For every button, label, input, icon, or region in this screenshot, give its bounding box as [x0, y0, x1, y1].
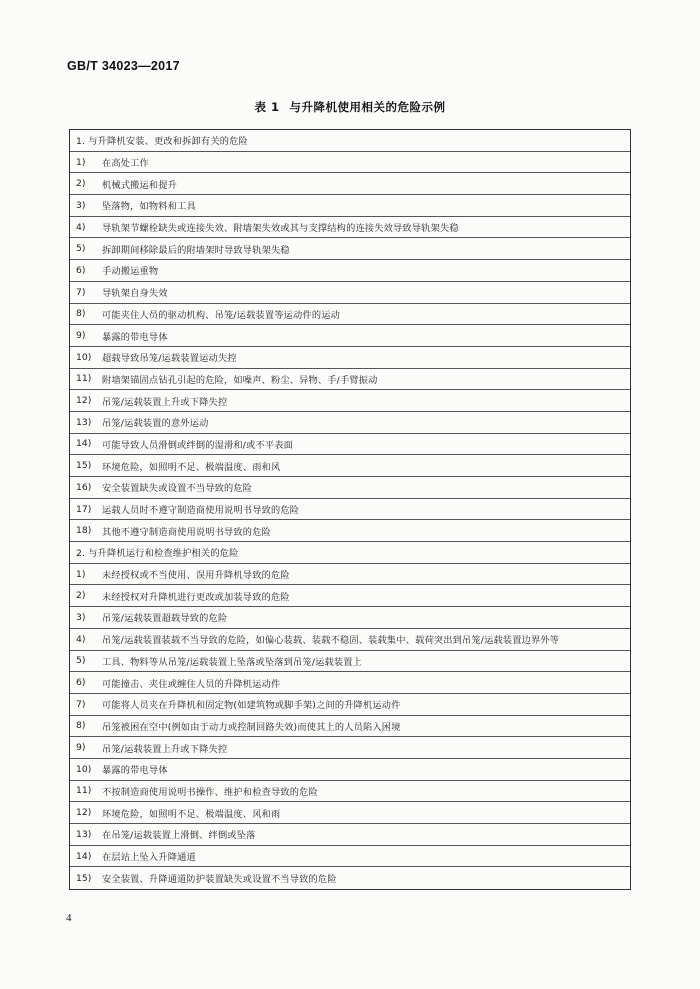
table-row — [70, 737, 630, 759]
row-number: 4) — [76, 221, 86, 233]
hazard-text: 可能夹住人员的驱动机构、吊笼/运载装置等运动件的运动 — [102, 309, 340, 321]
hazard-text: 吊笼/运载装置上升或下降失控 — [102, 396, 228, 408]
table-row — [70, 477, 630, 499]
row-number: 7) — [76, 698, 86, 710]
standard-code: GB/T 34023—2017 — [67, 59, 180, 73]
row-number: 3) — [76, 199, 86, 211]
row-number: 11) — [76, 373, 92, 385]
table-row — [70, 304, 630, 326]
hazard-text: 吊笼/运载装置装载不当导致的危险，如偏心装载、装载不稳固、装载集中、载荷突出到吊笼/运载装置边界外等 — [102, 635, 560, 647]
table-row — [70, 347, 630, 369]
table-section-row — [70, 542, 630, 564]
row-number: 13) — [76, 828, 92, 840]
table-row — [70, 369, 630, 391]
table-row — [70, 607, 630, 629]
row-number: 15) — [76, 872, 92, 884]
row-number: 15) — [76, 460, 92, 472]
table-row — [70, 694, 630, 716]
row-number: 4) — [76, 633, 86, 645]
hazard-text: 工具、物料等从吊笼/运载装置上坠落或坠落到吊笼/运载装置上 — [102, 656, 363, 668]
table-row — [70, 781, 630, 803]
hazard-text: 手动搬运重物 — [102, 266, 159, 278]
row-number: 12) — [76, 395, 92, 407]
table-title-text: 与升降机使用相关的危险示例 — [289, 100, 446, 114]
section-heading: 1. 与升降机安装、更改和拆卸有关的危险 — [76, 136, 248, 148]
table-row — [70, 564, 630, 586]
table-row — [70, 282, 630, 304]
section-heading: 2. 与升降机运行和检查维护相关的危险 — [76, 548, 239, 560]
table-row — [70, 846, 630, 868]
table-row — [70, 520, 630, 542]
row-number: 12) — [76, 807, 92, 819]
table-row — [70, 716, 630, 738]
hazard-text: 可能导致人员滑倒或绊倒的湿滑和/或不平表面 — [102, 439, 294, 451]
hazard-text: 导轨架节螺栓缺失或连接失效、附墙架失效或其与支撑结构的连接失效导致导轨架失稳 — [102, 223, 459, 235]
hazard-text: 在吊笼/运载装置上滑倒、绊倒或坠落 — [102, 830, 256, 842]
table-row — [70, 824, 630, 846]
row-number: 13) — [76, 416, 92, 428]
table-row — [70, 759, 630, 781]
hazard-table — [69, 129, 631, 890]
row-number: 6) — [76, 677, 86, 689]
table-row — [70, 152, 630, 174]
table-row — [70, 651, 630, 673]
hazard-text: 未经授权或不当使用、误用升降机导致的危险 — [102, 570, 290, 582]
table-row — [70, 455, 630, 477]
row-number: 1) — [76, 568, 86, 580]
hazard-text: 吊笼被困在空中(例如由于动力或控制回路失效)而使其上的人员陷入困境 — [102, 721, 401, 733]
hazard-text: 环境危险，如照明不足、极端温度、风和雨 — [102, 808, 281, 820]
row-number: 17) — [76, 503, 92, 515]
hazard-text: 坠落物，如物料和工具 — [102, 201, 196, 213]
row-number: 8) — [76, 720, 86, 732]
table-title — [0, 99, 700, 115]
row-number: 10) — [76, 351, 92, 363]
hazard-text: 未经授权对升降机进行更改或加装导致的危险 — [102, 591, 290, 603]
row-number: 10) — [76, 763, 92, 775]
table-label: 表 1 — [254, 100, 280, 114]
table-row — [70, 629, 630, 651]
hazard-text: 在高处工作 — [102, 158, 149, 170]
table-row — [70, 434, 630, 456]
table-row — [70, 173, 630, 195]
row-number: 3) — [76, 611, 86, 623]
hazard-text: 安全装置、升降通道防护装置缺失或设置不当导致的危险 — [102, 874, 337, 886]
hazard-text: 吊笼/运载装置的意外运动 — [102, 418, 209, 430]
row-number: 7) — [76, 286, 86, 298]
row-number: 1) — [76, 156, 86, 168]
table-row — [70, 390, 630, 412]
table-row — [70, 260, 630, 282]
row-number: 8) — [76, 308, 86, 320]
row-number: 5) — [76, 243, 86, 255]
hazard-text: 环境危险，如照明不足、极端温度、雨和风 — [102, 461, 281, 473]
table-row — [70, 412, 630, 434]
row-number: 5) — [76, 655, 86, 667]
row-number: 14) — [76, 438, 92, 450]
row-number: 9) — [76, 330, 86, 342]
row-number: 9) — [76, 742, 86, 754]
hazard-text: 机械式搬运和提升 — [102, 179, 178, 191]
table-row — [70, 325, 630, 347]
row-number: 18) — [76, 525, 92, 537]
table-section-row — [70, 130, 630, 152]
row-number: 2) — [76, 178, 86, 190]
hazard-text: 在层站上坠入升降通道 — [102, 852, 196, 864]
table-row — [70, 672, 630, 694]
table-row — [70, 217, 630, 239]
hazard-text: 暴露的带电导体 — [102, 765, 168, 777]
page-number: 4 — [66, 912, 72, 924]
hazard-text: 其他不遵守制造商使用说明书导致的危险 — [102, 526, 271, 538]
table-row — [70, 195, 630, 217]
hazard-text: 导轨架自身失效 — [102, 288, 168, 300]
table-row — [70, 499, 630, 521]
hazard-text: 运载人员时不遵守制造商使用说明书导致的危险 — [102, 505, 300, 517]
hazard-text: 超载导致吊笼/运载装置运动失控 — [102, 353, 237, 365]
hazard-text: 可能撞击、夹住或缠住人员的升降机运动件 — [102, 678, 281, 690]
table-row — [70, 238, 630, 260]
hazard-text: 不按制造商使用说明书操作、维护和检查导致的危险 — [102, 786, 318, 798]
hazard-text: 附墙架锚固点钻孔引起的危险，如噪声、粉尘、异物、手/手臂振动 — [102, 374, 378, 386]
hazard-text: 可能将人员夹在升降机和固定物(如建筑物或脚手架)之间的升降机运动件 — [102, 700, 401, 712]
table-row — [70, 867, 630, 889]
hazard-text: 暴露的带电导体 — [102, 331, 168, 343]
table-row — [70, 585, 630, 607]
hazard-text: 吊笼/运载装置超载导致的危险 — [102, 613, 228, 625]
hazard-text: 拆卸期间移除最后的附墙架时导致导轨架失稳 — [102, 244, 290, 256]
row-number: 6) — [76, 264, 86, 276]
hazard-text: 吊笼/运载装置上升或下降失控 — [102, 743, 228, 755]
hazard-text: 安全装置缺失或设置不当导致的危险 — [102, 483, 253, 495]
row-number: 16) — [76, 481, 92, 493]
row-number: 11) — [76, 785, 92, 797]
row-number: 2) — [76, 590, 86, 602]
table-row — [70, 802, 630, 824]
row-number: 14) — [76, 850, 92, 862]
